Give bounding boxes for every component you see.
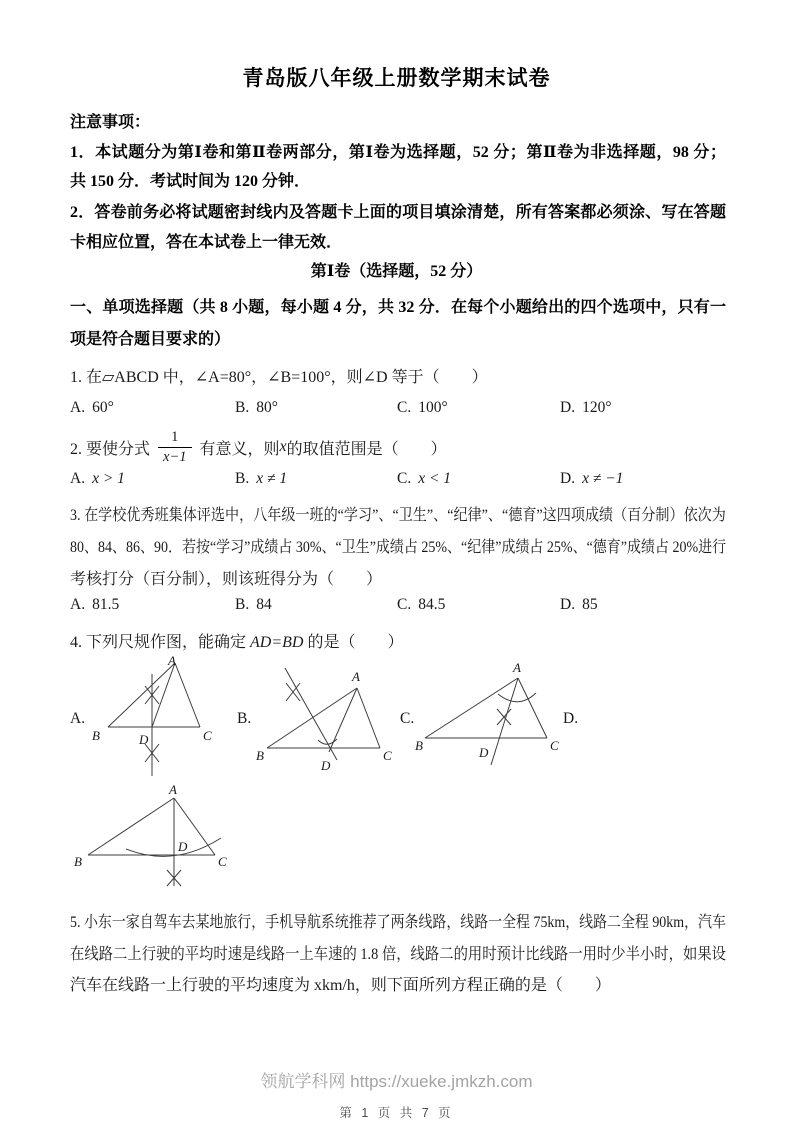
question-2-stem: 2. 要使分式 $\frac{1}{x-1}$ 有意义，则 x 的取值范围是（ ） [70, 428, 447, 465]
vertex-label: D [321, 758, 331, 773]
q3-option-a: A. 81.5 [70, 596, 120, 613]
notice-line: 2．答卷前务必将试题密封线内及答题卡上面的项目填涂清楚，所有答案都必须涂、写在答题 [70, 204, 726, 221]
notice-heading: 注意事项： [70, 114, 151, 131]
vertex-label: B [415, 738, 423, 753]
vertex-label: B [74, 854, 82, 869]
question-3-line: 80、84、86、90．若按“学习”成绩占 30%、“卫生”成绩占 25%、“纪律”成绩占 25%、“德育”成绩占 20%进行 [70, 539, 727, 556]
compass-cross-marks [497, 693, 536, 725]
fraction-denominator: x−1 [158, 447, 191, 466]
fraction [158, 429, 191, 465]
notice-line: 共 150 分．考试时间为 120 分钟． [70, 173, 311, 190]
q1-option-b: B. 80° [235, 399, 278, 416]
q1-option-a: A. 60° [70, 399, 114, 416]
q4-figure-label-b: B. [237, 710, 252, 727]
vertex-label: A [352, 669, 360, 684]
site-watermark: 领航学科网 https://xueke.jmkzh.com [260, 1072, 533, 1091]
q2-option-c: C. x < 1 [397, 470, 452, 487]
q4-figure-label-a: A. [70, 710, 86, 727]
vertex-label: A [169, 782, 177, 797]
q2-option-d: D. x ≠ −1 [560, 470, 624, 487]
q4-figure-a [88, 656, 233, 781]
q1-option-c: C. 100° [397, 399, 448, 416]
compass-cross-marks [286, 683, 337, 744]
triangle-lines [108, 663, 200, 776]
page-number: 第 1 页 共 7 页 [339, 1106, 454, 1120]
q4-figure-label-c: C. [400, 710, 415, 727]
q3-option-c: C. 84.5 [397, 596, 446, 613]
q2-option-b: B. x ≠ 1 [235, 470, 288, 487]
section-heading: 第Ⅰ卷（选择题，52 分） [310, 263, 483, 280]
notice-line: 1．本试题分为第Ⅰ卷和第Ⅱ卷两部分，第Ⅰ卷为选择题，52 分；第Ⅱ卷为非选择题，98 分； [70, 144, 726, 161]
vertex-label: D [178, 839, 188, 854]
vertex-label: A [513, 660, 521, 675]
vertex-label: D [139, 732, 149, 747]
notice-line: 卡相应位置，答在本试卷上一律无效． [70, 234, 343, 251]
q4-figure-d [70, 782, 235, 895]
section-intro-line: 一、单项选择题（共 8 小题，每小题 4 分，共 32 分．在每个小题给出的四个选项中，只有一 [70, 299, 726, 316]
page-title: 青岛版八年级上册数学期末试卷 [242, 66, 551, 90]
q4-figure-b [255, 660, 395, 782]
triangle-lines [88, 798, 215, 886]
vertex-label: A [168, 656, 176, 668]
vertex-label: B [256, 748, 264, 763]
q3-option-b: B. 84 [235, 596, 272, 613]
triangle-lines [267, 668, 380, 760]
vertex-label: C [383, 748, 392, 763]
question-4-stem: 4. 下列尺规作图，能确定 AD=BD 的是（ ） [70, 634, 404, 651]
section-intro-line: 项是符合题目要求的） [70, 331, 231, 348]
q3-option-d: D. 85 [560, 596, 598, 613]
q4-figure-c [415, 655, 570, 775]
question-3-line: 考核打分（百分制），则该班得分为（ ） [70, 571, 383, 588]
vertex-label: C [550, 738, 559, 753]
vertex-label: D [479, 745, 489, 760]
q2-option-a: A. x > 1 [70, 470, 125, 487]
q1-option-d: D. 120° [560, 399, 612, 416]
question-3-line: 3. 在学校优秀班集体评选中，八年级一班的“学习”、“卫生”、“纪律”、“德育”这四项成绩（百分制）依次为 [70, 507, 726, 524]
question-1-stem: 1. 在▱ABCD 中，∠A=80°，∠B=100°，则∠D 等于（ ） [70, 369, 488, 386]
question-5-line: 在线路二上行驶的平均时速是线路一上车速的 1.8 倍，线路二的用时预计比线路一用时少半小时，如果设 [70, 946, 727, 963]
vertex-label: B [92, 728, 100, 743]
question-5-line: 5. 小东一家自驾车去某地旅行，手机导航系统推荐了两条线路，线路一全程 75km，线路二全程 90km，汽车 [70, 914, 726, 931]
vertex-label: C [203, 728, 212, 743]
q4-figure-label-d: D. [563, 710, 579, 727]
vertex-label: C [218, 854, 227, 869]
question-5-line: 汽车在线路一上行驶的平均速度为 xkm/h，则下面所列方程正确的是（ ） [70, 977, 611, 994]
fraction-numerator: 1 [171, 428, 179, 445]
